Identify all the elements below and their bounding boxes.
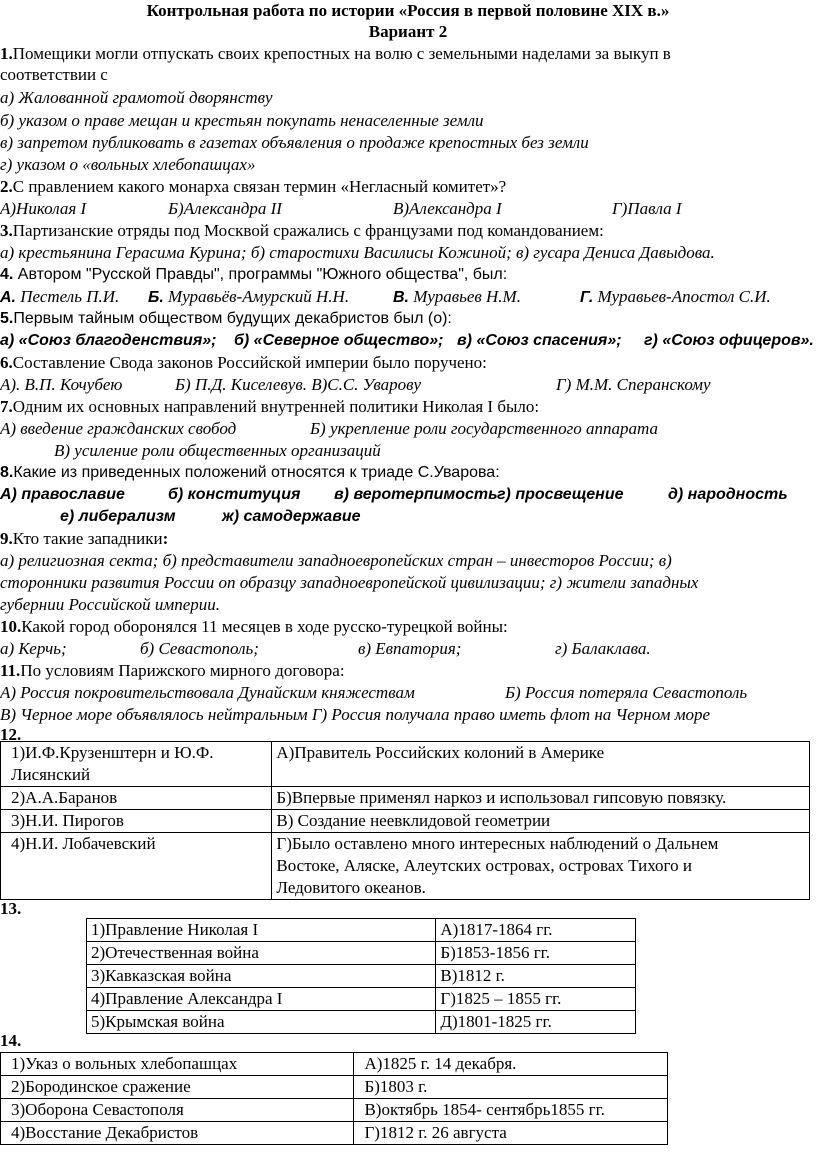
q14-right-cell: Г)1812 г. 26 августа xyxy=(354,1122,668,1145)
table-row xyxy=(1,810,810,833)
q6-option-d: Г) М.М. Сперанскому xyxy=(556,375,711,394)
q12-right-cell: Г)Было оставлено много интересных наблюдений о Дальнем Востоке, Аляске, Алеутских островах, островах Тихого и Ледовитого океанов. xyxy=(272,833,810,900)
q10-option-b: б) Севастополь; xyxy=(140,639,259,658)
q7-option-c: В) усиление роли общественных организаций xyxy=(54,441,381,460)
q13-left-cell: 3)Кавказская война xyxy=(87,965,436,988)
table-row xyxy=(87,988,636,1011)
q8-option-b: б) конституция xyxy=(168,486,301,503)
question-3: 3.Партизанские отряды под Москвой сражались с французами под командованием: xyxy=(0,221,604,240)
question-14-number: 14. xyxy=(0,1031,22,1050)
q13-left-cell: 2)Отечественная война xyxy=(87,942,436,965)
q13-left-cell: 5)Крымская война xyxy=(87,1011,436,1034)
q7-option-a: А) введение гражданских свобод xyxy=(0,419,237,438)
q9-options-line-2: сторонники развития России оп образцу западноевропейской цивилизации; г) жители западных xyxy=(0,573,699,592)
q4-option-b: Б. Муравьёв-Амурский Н.Н. xyxy=(148,287,350,306)
q11-option-b: Б) Россия потеряла Севастополь xyxy=(505,683,748,702)
q12-left-cell: 2)А.А.Баранов xyxy=(1,787,272,810)
question-4: 4. Автором "Русской Правды", программы "Южного общества", был: xyxy=(0,266,508,283)
q13-right-cell: А)1817-1864 гг. xyxy=(436,919,636,942)
q5-option-c: в) «Союз спасения»; xyxy=(457,332,622,349)
q9-options-line-1: а) религиозная секта; б) представители западноевропейских стран – инвесторов России; в) xyxy=(0,551,672,570)
q1-option-b: б) указом о праве мещан и крестьян покупать ненаселенные земли xyxy=(0,111,484,130)
table-row xyxy=(1,1122,668,1145)
question-11: 11.По условиям Парижского мирного договора: xyxy=(0,661,345,680)
q12-right-cell: В) Создание неевклидовой геометрии xyxy=(272,810,810,833)
q1-option-a: а) Жалованной грамотой дворянству xyxy=(0,88,273,107)
q10-option-a: а) Керчь; xyxy=(0,639,67,658)
table-row xyxy=(87,965,636,988)
question-8: 8.Какие из приведенных положений относятся к триаде С.Уварова: xyxy=(0,464,500,481)
q2-option-c: В)Александра I xyxy=(393,199,502,218)
q2-option-b: Б)Александра II xyxy=(168,199,282,218)
q13-right-cell: Б)1853-1856 гг. xyxy=(436,942,636,965)
question-12-number: 12. xyxy=(0,725,22,744)
q5-option-a: а) «Союз благоденствия»; xyxy=(0,332,217,349)
q12-left-cell: 4)Н.И. Лобачевский xyxy=(1,833,272,900)
question-1-text-cont: соответствии с xyxy=(0,65,108,84)
q14-left-cell: 4)Восстание Декабристов xyxy=(1,1122,354,1145)
q12-left-cell: 1)И.Ф.Крузенштерн и Ю.Ф. Лисянский xyxy=(1,742,272,787)
question-2: 2.С правлением какого монарха связан термин «Негласный комитет»? xyxy=(0,177,507,196)
table-row xyxy=(87,1011,636,1034)
q8-option-d: г) просвещение xyxy=(497,486,624,503)
question-1: 1.Помещики могли отпускать своих крепостных на волю с земельными наделами за выкуп в xyxy=(0,44,671,63)
q12-right-cell: Б)Впервые применял наркоз и использовал гипсовую повязку. xyxy=(272,787,810,810)
q13-left-cell: 1)Правление Николая I xyxy=(87,919,436,942)
table-row xyxy=(1,1099,668,1122)
table-row xyxy=(1,1053,668,1076)
q8-option-e: д) народность xyxy=(668,486,788,503)
q14-right-cell: В)октябрь 1854- сентябрь1855 гг. xyxy=(354,1099,668,1122)
table-row xyxy=(87,942,636,965)
question-7: 7.Одним их основных направлений внутренней политики Николая I было: xyxy=(0,397,540,416)
table-row xyxy=(1,742,810,787)
q12-right-cell: А)Правитель Российских колоний в Америке xyxy=(272,742,810,787)
q13-right-cell: Г)1825 – 1855 гг. xyxy=(436,988,636,1011)
page-title: Контрольная работа по истории «Россия в первой половине XIX в.» xyxy=(146,1,670,20)
q13-right-cell: Д)1801-1825 гг. xyxy=(436,1011,636,1034)
q13-right-cell: В)1812 г. xyxy=(436,965,636,988)
variant-heading: Вариант 2 xyxy=(368,22,448,41)
q11-option-a: А) Россия покровительствовала Дунайским княжествам xyxy=(0,683,415,702)
q6-option-bc: Б) П.Д. Киселевув. В)С.С. Уварову xyxy=(175,375,422,394)
q4-option-c: В. Муравьев Н.М. xyxy=(393,287,521,306)
q2-option-d: Г)Павла I xyxy=(612,199,682,218)
q14-left-cell: 3)Оборона Севастополя xyxy=(1,1099,354,1122)
table-row xyxy=(1,787,810,810)
q3-options: а) крестьянина Герасима Курина; б) старостихи Василисы Кожиной; в) гусара Дениса Давыдова. xyxy=(0,243,715,262)
q13-left-cell: 4)Правление Александра I xyxy=(87,988,436,1011)
q8-option-c: в) веротерпимость xyxy=(334,486,498,503)
q9-options-line-3: губернии Российской империи. xyxy=(0,595,221,614)
q8-option-g: ж) самодержавие xyxy=(222,508,361,525)
q5-option-b: б) «Северное общество»; xyxy=(234,332,444,349)
table-row xyxy=(1,833,810,900)
question-13-number: 13. xyxy=(0,899,22,918)
table-row xyxy=(87,919,636,942)
q13-matching-table xyxy=(86,918,636,1034)
q14-matching-table xyxy=(0,1052,668,1145)
q14-right-cell: А)1825 г. 14 декабря. xyxy=(354,1053,668,1076)
q2-option-a: А)Николая I xyxy=(0,199,87,218)
q14-left-cell: 1)Указ о вольных хлебопашцах xyxy=(1,1053,354,1076)
q12-left-cell: 3)Н.И. Пирогов xyxy=(1,810,272,833)
q4-option-d: Г. Муравьев-Апостол С.И. xyxy=(580,287,771,306)
q11-option-cd: В) Черное море объявлялось нейтральным Г) Россия получала право иметь флот на Черном море xyxy=(0,705,711,724)
question-10: 10.Какой город оборонялся 11 месяцев в ходе русско-турецкой войны: xyxy=(0,617,508,636)
table-row xyxy=(1,1076,668,1099)
q12-matching-table xyxy=(0,741,810,900)
q1-option-d: г) указом о «вольных хлебопашцах» xyxy=(0,155,256,174)
q10-option-d: г) Балаклава. xyxy=(555,639,651,658)
question-6: 6.Составление Свода законов Российской империи было поручено: xyxy=(0,353,487,372)
q10-option-c: в) Евпатория; xyxy=(358,639,462,658)
q8-option-f: е) либерализм xyxy=(60,508,176,525)
question-5: 5.Первым тайным обществом будущих декабристов был (о): xyxy=(0,310,452,327)
q1-option-c: в) запретом публиковать в газетах объявления о продаже крепостных без земли xyxy=(0,133,589,152)
q7-option-b: Б) укрепление роли государственного аппарата xyxy=(310,419,658,438)
q8-option-a: А) православие xyxy=(0,486,125,503)
q14-left-cell: 2)Бородинское сражение xyxy=(1,1076,354,1099)
question-9: 9.Кто такие западники: xyxy=(0,529,169,548)
q5-option-d: г) «Союз офицеров». xyxy=(644,332,814,349)
q6-option-a: А). В.П. Кочубею xyxy=(0,375,123,394)
q14-right-cell: Б)1803 г. xyxy=(354,1076,668,1099)
q4-option-a: А. Пестель П.И. xyxy=(0,287,120,306)
